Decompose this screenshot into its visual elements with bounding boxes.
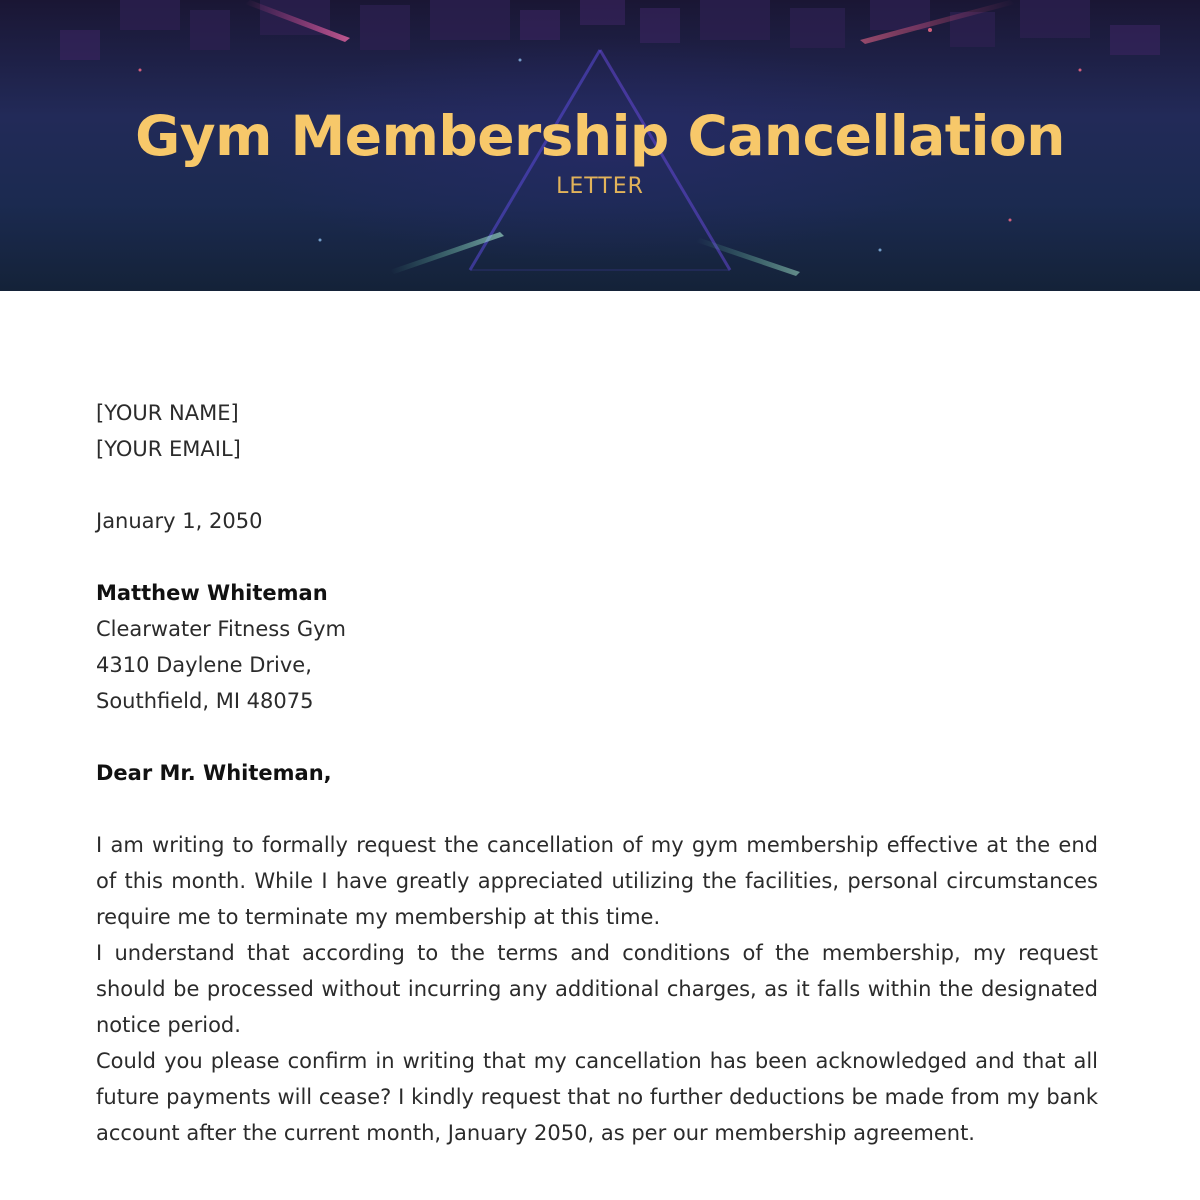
body-paragraph: I am writing to formally request the cancellation of my gym membership effective at the end of this month. While I have greatly appreciated utilizing the facilities, personal circumstances require me to terminate my membership at this time. xyxy=(96,833,1098,929)
body-paragraph: I understand that according to the terms and conditions of the membership, my request should be processed without incurring any additional charges, as it falls within the designated notice period. xyxy=(96,941,1098,1037)
recipient-block xyxy=(96,575,1098,719)
document-subtitle: LETTER xyxy=(556,174,644,199)
sender-name: [YOUR NAME] xyxy=(96,401,239,425)
recipient-company: Clearwater Fitness Gym xyxy=(96,617,346,641)
date-block xyxy=(96,503,1098,539)
recipient-street: 4310 Daylene Drive, xyxy=(96,653,312,677)
letter-date: January 1, 2050 xyxy=(96,509,263,533)
sender-block xyxy=(96,395,1098,467)
sender-email: [YOUR EMAIL] xyxy=(96,437,241,461)
recipient-name: Matthew Whiteman xyxy=(96,581,328,605)
document-title: Gym Membership Cancellation xyxy=(135,104,1065,168)
body-paragraph: Could you please confirm in writing that my cancellation has been acknowledged and that all future payments will cease? I kindly request that no further deductions be made from my bank account after the current month, January 2050, as per our membership agreement. xyxy=(96,1049,1098,1145)
recipient-city: Southfield, MI 48075 xyxy=(96,689,314,713)
salutation-block xyxy=(96,755,1098,791)
letter-body xyxy=(96,395,1098,1151)
header-banner xyxy=(0,0,1200,291)
salutation: Dear Mr. Whiteman, xyxy=(96,761,332,785)
